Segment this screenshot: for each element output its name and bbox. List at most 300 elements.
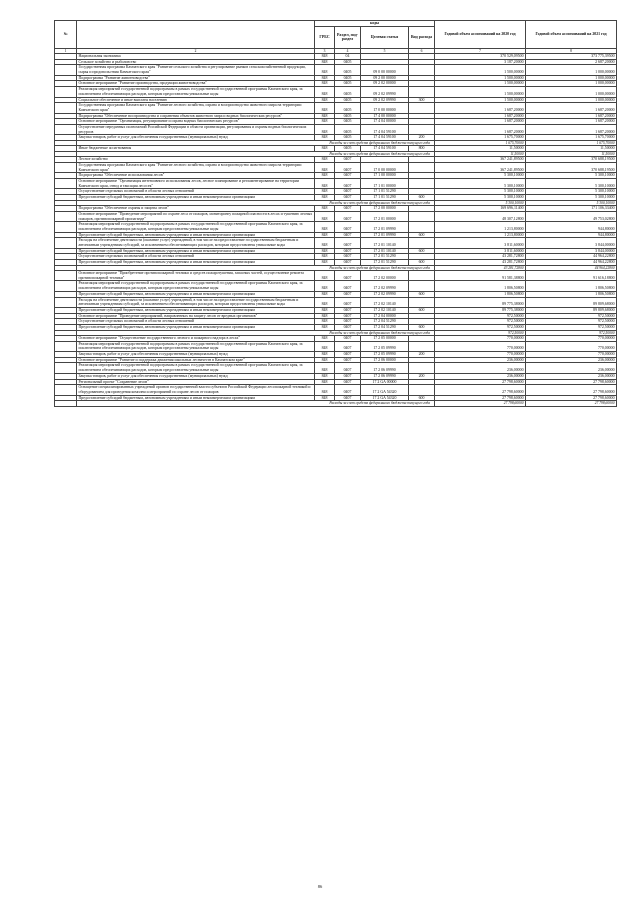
row-name: Закупка товаров, работ и услуг для обеспечения государственных (муниципальных) нужд xyxy=(77,373,315,379)
target-article-code: 17 2 06 09990 xyxy=(361,373,409,379)
amount-2020: 972,50000 xyxy=(435,313,526,319)
amount-2021: 3 844,00000 xyxy=(526,248,617,254)
row-name: Основное мероприятие "Организация, регулирование и охрана водных биологических ресурсов" xyxy=(77,119,315,125)
section-code: 0407 xyxy=(335,260,361,266)
header-num: № xyxy=(55,21,77,49)
page-number: 86 xyxy=(317,884,323,889)
expense-type-code xyxy=(409,238,435,248)
row-name: Предоставление субсидий бюджетным, автономным учреждениям и иным некоммерческим организациям xyxy=(77,307,315,313)
row-num xyxy=(55,385,77,395)
grbs-code: 848 xyxy=(315,319,335,325)
target-article-code: 17 2 06 09990 xyxy=(361,363,409,373)
row-name: Предоставление субсидий бюджетным, автономным учреждениям и иным некоммерческим организациям xyxy=(77,291,315,297)
grbs-code: 848 xyxy=(315,97,335,103)
amount-2020: 370 529,09500 xyxy=(435,53,526,59)
target-article-code: 09 2 02 09990 xyxy=(361,87,409,97)
header-codes: коды xyxy=(315,21,435,27)
row-num xyxy=(55,179,77,189)
amount-2020: 27 798,60000 xyxy=(435,401,526,406)
amount-2020: 1 687,20000 xyxy=(435,119,526,125)
amount-2020: 1 213,80000 xyxy=(435,232,526,238)
row-name: Государственная программа Камчатского края "Развитие лесного хозяйства, охрана и воспроизводство животного мира на территории Камчатского края" xyxy=(77,162,315,172)
amount-2020: 770,00000 xyxy=(435,341,526,351)
row-name: Национальная экономика xyxy=(77,53,315,59)
row-name: Реализация мероприятий государственной подпрограммы в рамках государственной государственной программы Камчатского края, за исключением обеспечивающих расходов, которым предоставлены уникальные коды xyxy=(77,222,315,232)
row-name: Основное мероприятие "Развитие и поддержка движения школьных лесничеств в Камчатском крае" xyxy=(77,357,315,363)
section-code: 0407 xyxy=(335,373,361,379)
row-name: Расходы на обеспечение деятельности (оказание услуг) учреждений, в том числе на предоставление государственным бюджетным и автономным учреждениям субсидий, за исключением обеспечивающих расходов, которым предоставлены уникальные коды xyxy=(77,238,315,248)
table-row xyxy=(55,341,617,351)
amount-2020: 1 806,50800 xyxy=(435,281,526,291)
table-row xyxy=(55,238,617,248)
row-name: Предоставление субсидий бюджетным, автономным учреждениям и иным некоммерческим организациям xyxy=(77,395,315,401)
row-num xyxy=(55,341,77,351)
amount-2021: 1 675,70000 xyxy=(526,141,617,146)
expense-type-code xyxy=(409,87,435,97)
row-name: Предоставление субсидий бюджетным, автономным учреждениям и иным некоммерческим организациям xyxy=(77,195,315,201)
amount-2021: 972,50000 xyxy=(526,313,617,319)
section-code: 0407 xyxy=(335,206,361,212)
amount-2020: 367 241,89500 xyxy=(435,162,526,172)
target-article-code: 17 2 01 10140 xyxy=(361,238,409,248)
amount-2021: 27 798,60000 xyxy=(526,379,617,385)
expense-type-code: 200 xyxy=(409,352,435,358)
grbs-code: 848 xyxy=(315,206,335,212)
target-article-code: 17 2 05 00000 xyxy=(361,335,409,341)
grbs-code: 848 xyxy=(315,173,335,179)
section-code: 0407 xyxy=(335,189,361,195)
expense-type-code: 600 xyxy=(409,248,435,254)
note-text: Расходы за счет средств федерального бюджета текущего года xyxy=(77,200,435,205)
amount-2020: 972,50000 xyxy=(435,319,526,325)
grbs-code: 848 xyxy=(315,195,335,201)
expense-type-code: 600 xyxy=(409,325,435,331)
grbs-code: 848 xyxy=(315,260,335,266)
row-name: Лесное хозяйство xyxy=(77,157,315,163)
expense-type-code xyxy=(409,125,435,135)
grbs-code: 848 xyxy=(315,248,335,254)
row-name: Иные бюджетные ассигнования xyxy=(77,146,315,152)
amount-2021: 373 775,39500 xyxy=(526,53,617,59)
grbs-code: 848 xyxy=(315,59,335,65)
amount-2021: 27 798,60000 xyxy=(526,401,617,406)
section-code: 0407 xyxy=(335,319,361,325)
amount-2021: 91 616,18800 xyxy=(526,271,617,281)
target-article-code: 17 2 GA 00000 xyxy=(361,379,409,385)
section-code: 0407 xyxy=(335,254,361,260)
section-code: 0407 xyxy=(335,395,361,401)
amount-2021: 1 687,20000 xyxy=(526,125,617,135)
table-row xyxy=(55,125,617,135)
amount-2021: 972,50000 xyxy=(526,319,617,325)
note-text: Расходы за счет средств федерального бюджета текущего года xyxy=(77,141,435,146)
expense-type-code xyxy=(409,103,435,113)
row-num xyxy=(55,363,77,373)
amount-2020: 1 687,20000 xyxy=(435,113,526,119)
row-name: Закупка товаров, работ и услуг для обеспечения государственных (муниципальных) нужд xyxy=(77,135,315,141)
grbs-code: 848 xyxy=(315,87,335,97)
expense-type-code: 600 xyxy=(409,195,435,201)
section-code: 0407 xyxy=(335,297,361,307)
amount-2021: 5 300,10000 xyxy=(526,189,617,195)
amount-2021: 370 688,19500 xyxy=(526,157,617,163)
grbs-code: 848 xyxy=(315,373,335,379)
amount-2021: 770,00000 xyxy=(526,335,617,341)
grbs-code: 848 xyxy=(315,363,335,373)
amount-2021: 770,00000 xyxy=(526,352,617,358)
row-num xyxy=(55,65,77,75)
amount-2021: 944,80000 xyxy=(526,222,617,232)
table-row xyxy=(55,103,617,113)
target-article-code: 09 2 00 00000 xyxy=(361,75,409,81)
row-name: Подпрограмма "Обеспечение охраны и защиты лесов" xyxy=(77,206,315,212)
amount-2020: 1 675,70000 xyxy=(435,141,526,146)
grbs-code: 848 xyxy=(315,297,335,307)
section-code: 0405 xyxy=(335,75,361,81)
expense-type-code xyxy=(409,65,435,75)
amount-2021: 5 300,10000 xyxy=(526,195,617,201)
section-code: 0407 xyxy=(335,211,361,221)
amount-2020: 1 806,50800 xyxy=(435,291,526,297)
amount-2021: 44 964,22800 xyxy=(526,254,617,260)
section-code: 0407 xyxy=(335,271,361,281)
row-name: Предоставление субсидий бюджетным, автономным учреждениям и иным некоммерческим организациям xyxy=(77,325,315,331)
amount-2021: 1 806,50800 xyxy=(526,281,617,291)
grbs-code: 848 xyxy=(315,222,335,232)
amount-2020: 5 300,10000 xyxy=(435,173,526,179)
expense-type-code xyxy=(409,297,435,307)
row-num xyxy=(55,271,77,281)
target-article-code: 17 4 00 00000 xyxy=(361,113,409,119)
row-num xyxy=(55,125,77,135)
target-article-code: 17 2 01 09990 xyxy=(361,232,409,238)
section-code: 0405 xyxy=(335,125,361,135)
amount-2020: 770,00000 xyxy=(435,352,526,358)
note-text: Расходы за счет средств федерального бюджета текущего года xyxy=(77,330,435,335)
amount-2021: 44 964,22800 xyxy=(526,265,617,270)
row-name: Осуществление отдельных полномочий в области лесных отношений xyxy=(77,319,315,325)
grbs-code: 848 xyxy=(315,335,335,341)
amount-2021: 1 806,50800 xyxy=(526,291,617,297)
row-name: Основное мероприятие "Приобретение противопожарной техники и средств пожаротушения, запасных частей, осуществление ремонта противопожарной техники" xyxy=(77,271,315,281)
target-article-code: 17 1 01 51290 xyxy=(361,195,409,201)
note-text: Расходы за счет средств федерального бюджета текущего года xyxy=(77,152,435,157)
expense-type-code: 200 xyxy=(409,135,435,141)
amount-2021: 2 687,20000 xyxy=(526,59,617,65)
amount-2021: 1 000,00000 xyxy=(526,97,617,103)
amount-2020: 236,00000 xyxy=(435,357,526,363)
section-code: 0407 xyxy=(335,291,361,297)
grbs-code: 848 xyxy=(315,81,335,87)
amount-2020: 48 307,12800 xyxy=(435,211,526,221)
amount-2020: 1 675,70000 xyxy=(435,135,526,141)
amount-2020: 770,00000 xyxy=(435,335,526,341)
row-num xyxy=(55,297,77,307)
table-row xyxy=(55,179,617,189)
header-name xyxy=(77,21,315,49)
amount-2021: 5 300,10000 xyxy=(526,173,617,179)
row-name: Сельское хозяйство и рыболовство xyxy=(77,59,315,65)
grbs-code: 848 xyxy=(315,357,335,363)
row-name: Предоставление субсидий бюджетным, автономным учреждениям и иным некоммерческим организациям xyxy=(77,260,315,266)
target-article-code: 17 2 04 51290 xyxy=(361,325,409,331)
amount-2020: 43 281,72800 xyxy=(435,265,526,270)
amount-2020: 89 775,38000 xyxy=(435,297,526,307)
section-code: 0407 xyxy=(335,357,361,363)
target-article-code: 17 2 01 00000 xyxy=(361,211,409,221)
section-code: 0405 xyxy=(335,59,361,65)
target-article-code: 17 2 01 51290 xyxy=(361,260,409,266)
section-code: 0405 xyxy=(335,87,361,97)
table-row xyxy=(55,363,617,373)
table-header xyxy=(55,21,617,49)
header-2020: Годовой объем ассигнований на 2020 год xyxy=(435,21,526,49)
amount-2020: 3 187,20000 xyxy=(435,59,526,65)
row-name: Социальное обеспечение и иные выплаты населению xyxy=(77,97,315,103)
amount-2020: 1 500,00000 xyxy=(435,65,526,75)
amount-2021: 3 844,00000 xyxy=(526,238,617,248)
section-code: 0407 xyxy=(335,335,361,341)
amount-2020: 43 281,72800 xyxy=(435,260,526,266)
section-code: 0407 xyxy=(335,325,361,331)
row-name: Осуществление отдельных полномочий в области лесных отношений xyxy=(77,254,315,260)
expense-type-code: 600 xyxy=(409,395,435,401)
table-row xyxy=(55,211,617,221)
amount-2020: 27 798,60000 xyxy=(435,379,526,385)
amount-2021: 1 000,00000 xyxy=(526,75,617,81)
grbs-code: 848 xyxy=(315,395,335,401)
grbs-code: 848 xyxy=(315,379,335,385)
expense-type-code: 300 xyxy=(409,97,435,103)
row-name: Реализация мероприятий государственной подпрограммы в рамках государственной государственной программы Камчатского края, за исключением обеспечивающих расходов, которым предоставлены уникальные коды xyxy=(77,281,315,291)
row-num xyxy=(55,162,77,172)
target-article-code: 17 2 01 09990 xyxy=(361,222,409,232)
expense-type-code xyxy=(409,211,435,221)
amount-2020: 367 241,89500 xyxy=(435,157,526,163)
table-row xyxy=(55,385,617,395)
section-code: 0407 xyxy=(335,222,361,232)
row-name: Государственная программа Камчатского края "Развитие сельского хозяйства и регулирование рынков сельскохозяйственной продукции, сырья и продовольствия Камчатского края" xyxy=(77,65,315,75)
section-code: 04 xyxy=(335,53,361,59)
target-article-code: 17 4 04 59100 xyxy=(361,125,409,135)
section-code: 0407 xyxy=(335,179,361,189)
amount-2021: 236,00000 xyxy=(526,363,617,373)
row-name: Предоставление субсидий бюджетным, автономным учреждениям и иным некоммерческим организациям xyxy=(77,232,315,238)
amount-2021: 972,50000 xyxy=(526,330,617,335)
expense-type-code: 600 xyxy=(409,232,435,238)
target-article-code: 17 2 GA 54320 xyxy=(361,395,409,401)
row-name: Осуществление переданных полномочий Российской Федерации в области организации, регулирования и охраны водных биологических ресурсов xyxy=(77,125,315,135)
header-vr: Вид расхода xyxy=(409,26,435,48)
budget-table xyxy=(54,20,617,407)
grbs-code: 848 xyxy=(315,254,335,260)
expense-type-code: 600 xyxy=(409,260,435,266)
target-article-code: 17 2 05 09990 xyxy=(361,352,409,358)
grbs-code: 848 xyxy=(315,281,335,291)
table-body xyxy=(55,48,617,406)
section-code: 0407 xyxy=(335,379,361,385)
target-article-code: 17 2 04 51290 xyxy=(361,319,409,325)
row-name: Реализация мероприятий государственной подпрограммы в рамках государственной государственной программы Камчатского края, за исключением обеспечивающих расходов, которым предоставлены уникальные коды xyxy=(77,341,315,351)
amount-2020: 236,00000 xyxy=(435,363,526,373)
section-code: 0407 xyxy=(335,385,361,395)
grbs-code: 848 xyxy=(315,385,335,395)
section-code: 0405 xyxy=(335,97,361,103)
section-code: 0407 xyxy=(335,248,361,254)
table-row xyxy=(55,222,617,232)
section-code: 0407 xyxy=(335,157,361,163)
target-article-code: 17 2 04 00000 xyxy=(361,313,409,319)
expense-type-code xyxy=(409,162,435,172)
grbs-code: 848 xyxy=(315,341,335,351)
section-code: 0407 xyxy=(335,232,361,238)
amount-2021: 11,50000 xyxy=(526,146,617,152)
expense-type-code: 800 xyxy=(409,146,435,152)
target-article-code: 09 2 02 00000 xyxy=(361,81,409,87)
row-num xyxy=(55,222,77,232)
target-article-code: 17 1 01 00000 xyxy=(361,179,409,189)
section-code: 0407 xyxy=(335,195,361,201)
grbs-code: 848 xyxy=(315,103,335,113)
note-text: Расходы за счет средств федерального бюджета текущего года xyxy=(77,265,435,270)
grbs-code: 848 xyxy=(315,53,335,59)
grbs-code: 848 xyxy=(315,325,335,331)
amount-2021: 1 000,00000 xyxy=(526,65,617,75)
target-article-code: 09 2 02 09990 xyxy=(361,97,409,103)
grbs-code: 848 xyxy=(315,307,335,313)
amount-2020: 11,50000 xyxy=(435,152,526,157)
amount-2021: 49 753,02800 xyxy=(526,211,617,221)
target-article-code: 17 2 01 10140 xyxy=(361,248,409,254)
grbs-code: 848 xyxy=(315,65,335,75)
table-row xyxy=(55,87,617,97)
table-row xyxy=(55,271,617,281)
target-article-code: 17 2 02 10140 xyxy=(361,297,409,307)
row-num xyxy=(55,87,77,97)
target-article-code: 17 2 00 00000 xyxy=(361,206,409,212)
section-code: 0405 xyxy=(335,65,361,75)
amount-2020: 1 500,00000 xyxy=(435,97,526,103)
section-code: 0405 xyxy=(335,135,361,141)
section-code: 0407 xyxy=(335,281,361,291)
row-name: Основное мероприятие "Осуществление государственного лесного и пожарного надзора в лесах" xyxy=(77,335,315,341)
row-name: Региональный проект "Сохранение лесов" xyxy=(77,379,315,385)
amount-2020: 5 300,10000 xyxy=(435,179,526,189)
row-num xyxy=(55,103,77,113)
amount-2020: 1 500,00000 xyxy=(435,75,526,81)
grbs-code: 848 xyxy=(315,238,335,248)
section-code: 0407 xyxy=(335,238,361,248)
amount-2020: 5 300,10000 xyxy=(435,189,526,195)
section-code: 0407 xyxy=(335,313,361,319)
target-article-code: 17 2 GA 54320 xyxy=(361,385,409,395)
target-article-code: 17 4 04 00000 xyxy=(361,119,409,125)
expense-type-code: 600 xyxy=(409,307,435,313)
section-code: 0405 xyxy=(335,113,361,119)
section-code: 0405 xyxy=(335,119,361,125)
row-name: Подпрограмма "Обеспечение использования лесов" xyxy=(77,173,315,179)
amount-2020: 1 687,20000 xyxy=(435,125,526,135)
amount-2020: 972,50000 xyxy=(435,330,526,335)
amount-2021: 5 300,10000 xyxy=(526,179,617,189)
target-article-code: 17 1 00 00000 xyxy=(361,173,409,179)
section-code: 0407 xyxy=(335,173,361,179)
expense-type-code xyxy=(409,341,435,351)
section-code: 0407 xyxy=(335,162,361,172)
grbs-code: 848 xyxy=(315,189,335,195)
section-code: 0407 xyxy=(335,341,361,351)
amount-2020: 169 696,11400 xyxy=(435,206,526,212)
header-cs: Целевая статья xyxy=(361,26,409,48)
grbs-code: 848 xyxy=(315,125,335,135)
target-article-code: 17 2 01 51290 xyxy=(361,254,409,260)
row-name: Оснащение специализированных учреждений органов государственной власти субъектов Российской Федерации лесопожарной техникой и оборудованием для проведения комплекса мероприятий по охране лесов от пожаров xyxy=(77,385,315,395)
row-name: Государственная программа Камчатского края "Развитие лесного хозяйства, охрана и воспроизводство животного мира на территории Камчатского края" xyxy=(77,103,315,113)
grbs-code: 848 xyxy=(315,179,335,189)
target-article-code: 17 2 02 00000 xyxy=(361,271,409,281)
grbs-code: 848 xyxy=(315,119,335,125)
target-article-code: 17 1 01 51290 xyxy=(361,189,409,195)
row-name: Расходы на обеспечение деятельности (оказание услуг) учреждений, в том числе на предоставление государственным бюджетным и автономным учреждениям субсидий, за исключением обеспечивающих расходов, которым предоставлены уникальные коды xyxy=(77,297,315,307)
amount-2021: 770,00000 xyxy=(526,341,617,351)
funding-note-row xyxy=(55,401,617,406)
amount-2021: 236,00000 xyxy=(526,357,617,363)
amount-2021: 89 809,68000 xyxy=(526,297,617,307)
section-code: 0405 xyxy=(335,81,361,87)
amount-2020: 5 300,10000 xyxy=(435,195,526,201)
target-article-code: 17 2 06 00000 xyxy=(361,357,409,363)
amount-2021: 1 687,20000 xyxy=(526,119,617,125)
row-name: Подпрограмма "Обеспечение воспроизводства и сохранения объектов животного мира и водных биологических ресурсов" xyxy=(77,113,315,119)
row-name: Подпрограмма "Развитие животноводства" xyxy=(77,75,315,81)
expense-type-code xyxy=(409,281,435,291)
target-article-code: 17 2 02 09990 xyxy=(361,291,409,297)
grbs-code: 848 xyxy=(315,162,335,172)
amount-2020: 43 281,72800 xyxy=(435,254,526,260)
grbs-code: 848 xyxy=(315,291,335,297)
row-name: Основное мероприятие "Развитие производства, продукции животноводства" xyxy=(77,81,315,87)
row-name: Реализация мероприятий государственной подпрограммы в рамках государственной государственной программы Камчатского края, за исключением обеспечивающих расходов, которым предоставлены уникальные коды xyxy=(77,363,315,373)
grbs-code: 848 xyxy=(315,211,335,221)
amount-2020: 236,00000 xyxy=(435,373,526,379)
amount-2021: 44 964,22800 xyxy=(526,260,617,266)
amount-2021: 1 687,20000 xyxy=(526,103,617,113)
grbs-code: 848 xyxy=(315,313,335,319)
expense-type-code xyxy=(409,271,435,281)
grbs-code: 848 xyxy=(315,75,335,81)
amount-2020: 3 811,60000 xyxy=(435,238,526,248)
row-name: Основное мероприятие "Проведение мероприятий, направленных на защиту лесов от вредных организмов" xyxy=(77,313,315,319)
target-article-code: 17 2 05 09990 xyxy=(361,341,409,351)
row-name: Закупка товаров, работ и услуг для обеспечения государственных (муниципальных) нужд xyxy=(77,352,315,358)
header-razdel: Раздел, под-раздел xyxy=(335,26,361,48)
row-name: Предоставление субсидий бюджетным, автономным учреждениям и иным некоммерческим организациям xyxy=(77,248,315,254)
amount-2020: 91 581,38800 xyxy=(435,271,526,281)
grbs-code: 848 xyxy=(315,352,335,358)
row-name: Осуществление отдельных полномочий в области лесных отношений xyxy=(77,189,315,195)
grbs-code: 848 xyxy=(315,157,335,163)
amount-2021: 972,50000 xyxy=(526,325,617,331)
section-code: 0407 xyxy=(335,352,361,358)
amount-2021: 236,00000 xyxy=(526,373,617,379)
grbs-code: 848 xyxy=(315,135,335,141)
row-num xyxy=(55,401,77,406)
target-article-code: 17 4 04 59100 xyxy=(361,135,409,141)
header-grbs: ГРБС xyxy=(315,26,335,48)
expense-type-code xyxy=(409,179,435,189)
row-name: Основное мероприятие "Проведение мероприятий по охране леса от пожаров, мониторингу пожарной опасности в лесах и тушению лесных пожаров, противопожарной пропаганде" xyxy=(77,211,315,221)
column-index-row: 1 2 3 4 5 6 7 8 xyxy=(55,48,617,53)
